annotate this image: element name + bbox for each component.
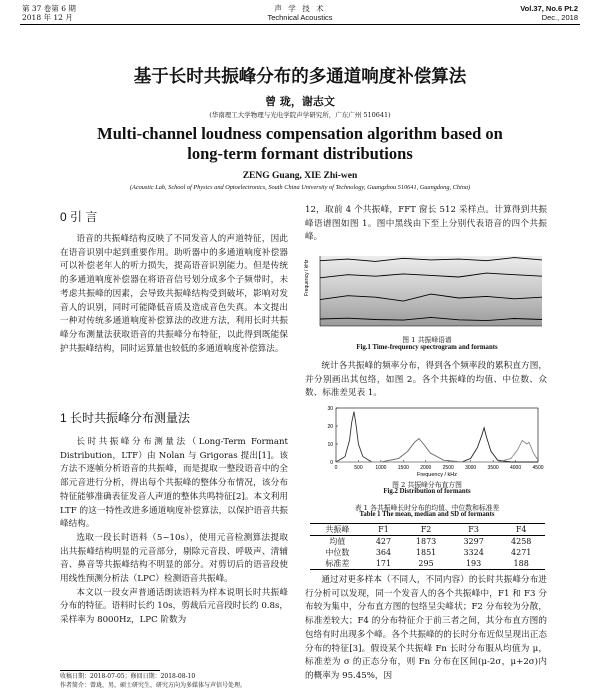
table-cell: 295: [402, 558, 450, 570]
table-cell: 188: [497, 558, 545, 570]
x-tick-label: 3500: [487, 465, 499, 471]
table-cell: 171: [365, 558, 403, 570]
y-tick-label: 20: [327, 423, 333, 430]
journal-vol-en: Vol.37, No.6 Pt.2: [520, 4, 578, 13]
table-header-cell: F2: [402, 524, 450, 536]
x-tick-label: 3000: [465, 465, 477, 471]
section-1-body: [60, 436, 288, 628]
table-header-cell: 共振峰: [310, 524, 365, 536]
table-cell: 标准差: [310, 558, 365, 570]
table-cell: 193: [450, 558, 498, 570]
section-1-heading: 1 长时共振峰分布测量法: [60, 411, 191, 425]
header-rule: [20, 24, 580, 25]
table-cell: 3297: [463, 537, 484, 546]
paragraph: 本文以一段女声普通话朗读语料为样本说明长时共振峰分布的特征。语料时长约 10s，剪裁后元音段时长约 0.8s，采样率为 8000Hz，LPC 阶数为: [60, 587, 288, 626]
right-text-bottom: [305, 574, 547, 684]
authors-en: ZENG Guang, XIE Zhi-wen: [242, 171, 358, 181]
right-text-mid: [305, 360, 547, 401]
journal-volume: 第 37 卷第 6 期: [22, 4, 76, 13]
x-tick-label: 4500: [532, 465, 544, 471]
paragraph: 语音的共振峰结构反映了不同发音人的声道特征，因此在语音识别中起到重要作用。助听器中的多通道响度补偿器可以补偿老年人的听力损失，提高语音识别能力。但是传统的多通道响度补偿器在将语音信号划分成多个子频带时，未考虑共振峰的因素，会导致共振峰结构受到破坏，影响对发音人的识别，同时可能降低音质及造成音色失真。本文提出一种对传统多通道响度补偿算法的改进方法，利用长时共振峰分布测量法获取语音的共振峰分布特征，以此得到既能保护共振峰结构，同时运算量也较低的多通道响度补偿算法。: [60, 234, 288, 354]
table-cell: 364: [375, 548, 392, 557]
footnote-rule: [60, 670, 160, 671]
table-cell: 4258: [511, 537, 532, 546]
journal-date: 2018 年 12 月: [22, 13, 73, 22]
figure-2-caption-cn: 图 2 共振峰分布直方图: [392, 481, 462, 489]
table-1-caption-en: Table 1 The mean, median and SD of formants: [359, 511, 495, 518]
fig1-ylabel: Frequency / kHz: [304, 259, 310, 296]
table-row: [310, 558, 545, 570]
y-tick-label: 10: [327, 441, 333, 448]
title-en-line2: long-term formant distributions: [187, 144, 413, 163]
paragraph: 通过对更多样本（不同人，不同内容）的长时共振峰分布进行分析可以发现，同一个发音人的各个共振峰中，F1 和 F3 分布较为集中，分布直方图的包络呈尖峰状；F2 分布较为分散，标准差较大；F4 的分布特征介于前三者之间，其分布直方图的包络有时出现多个峰。各个共振峰的的长时分布近似呈现出正态分布的特征[3]。假设某个共振峰 Fn 长时分布服从均值为 μ，标准差为 σ 的正态分布，则 Fn 分布在区间(μ-2σ，μ+2σ)内的概率为 95.45%，因: [305, 575, 547, 681]
table-cell: 4271: [511, 548, 532, 557]
authors-cn: 曾 珑，谢志文: [265, 95, 335, 108]
distribution-line-f1: [336, 412, 538, 462]
fig2-xlabel: Frequency / kHz: [416, 472, 458, 478]
figure-1-spectrogram: [302, 250, 552, 335]
table-row: [310, 536, 545, 548]
journal-name-en: Technical Acoustics: [267, 13, 333, 22]
table-row: [310, 547, 545, 558]
table-header-cell: F3: [450, 524, 498, 536]
table-cell: 427: [375, 537, 392, 546]
table-header-row: [310, 524, 545, 536]
x-tick-label: 1500: [397, 465, 409, 471]
footnote-received: 收稿日期：2018-07-05；修回日期：2018-08-10: [60, 673, 196, 680]
table-cell: 1851: [415, 548, 437, 557]
plot-frame: [336, 408, 538, 462]
affiliation-cn: (华南理工大学物理与光电学院声学研究所，广东广州 510641): [209, 111, 391, 119]
section-0-body: [60, 233, 288, 356]
x-tick-label: 2000: [420, 465, 432, 471]
x-tick-label: 500: [354, 465, 363, 471]
spectrogram-area: [320, 256, 542, 326]
figure-1-caption-en: Fig.1 Time-frequency spectrogram and formants: [356, 344, 498, 351]
x-tick-label: 0: [334, 465, 338, 471]
figure-2-caption-en: Fig.2 Distribution of formants: [383, 488, 471, 495]
section-0-heading: 0 引 言: [60, 210, 98, 224]
table-cell: 3324: [463, 548, 484, 557]
x-tick-label: 4000: [509, 465, 522, 471]
table-cell: 中位数: [325, 548, 350, 557]
table-cell: 均值: [329, 537, 346, 546]
paragraph: 12，取前 4 个共振峰，FFT 窗长 512 采样点。计算得到共振峰语谱图如图 1。图中黑线由下至上分别代表语音的四个共振峰。: [305, 205, 547, 243]
title-cn: 基于长时共振峰分布的多通道响度补偿算法: [133, 66, 467, 86]
paragraph: 长时共振峰分布测量法（Long-Term Formant Distribution，LTF）由 Nolan 与 Grigoras 提出[1]。该方法不逐帧分析语音的共振峰，而是提取一整段语音中的全部元音进行分析，得出每个共振峰的整体分布情况，该分布特征能够准确表征发音人声道的整体共鸣特征[2]。本文利用 LTF 的这一特性改进多通道响度补偿算法，以保护语音共振峰结构。: [60, 437, 288, 530]
paragraph: 统计各共振峰的频率分布，得到各个频率段的累积直方图，并分别画出其包络，如图 2。各个共振峰的均值、中位数、众数、标准差见表 1。: [305, 361, 547, 399]
y-tick-label: 30: [327, 405, 333, 412]
x-tick-label: 2500: [442, 465, 454, 471]
figure-2-distribution: [302, 402, 552, 478]
table-header-cell: F1: [365, 524, 403, 536]
title-en-line1: Multi-channel loudness compensation algorithm based on: [97, 124, 503, 143]
paragraph: 选取一段长时语料（5~10s），使用元音检测算法提取出共振峰结构明显的元音部分，剔除元音段、呼吸声、清辅音、鼻音等共振峰结构不明显的部分。对剪切后的语音段使用线性预测分析法（LPC）检测语音共振峰。: [60, 532, 288, 585]
journal-date-en: Dec., 2018: [541, 13, 578, 22]
figure-1-caption-cn: 图 1 共振峰语谱: [402, 336, 452, 344]
affiliation-en: (Acoustic Lab, School of Physics and Optoelectronics, South China University of Technology, Guangzhou 510641, Guangdong, China): [129, 184, 471, 191]
table-header-cell: F4: [497, 524, 545, 536]
right-text-top: [305, 204, 547, 245]
table-1-caption-cn: 表 1 各共振峰长时分布的均值、中位数和标准差: [354, 504, 500, 512]
table-1: [310, 523, 545, 570]
journal-name-cn: 声 学 技 术: [274, 4, 326, 13]
x-tick-label: 1000: [375, 465, 387, 471]
footnote-author: 作者简介：曾珑，男，硕士研究生，研究方向为多媒体与声信号处理。: [60, 682, 247, 689]
y-tick-label: 0: [330, 459, 333, 466]
table-cell: 1873: [415, 537, 437, 546]
